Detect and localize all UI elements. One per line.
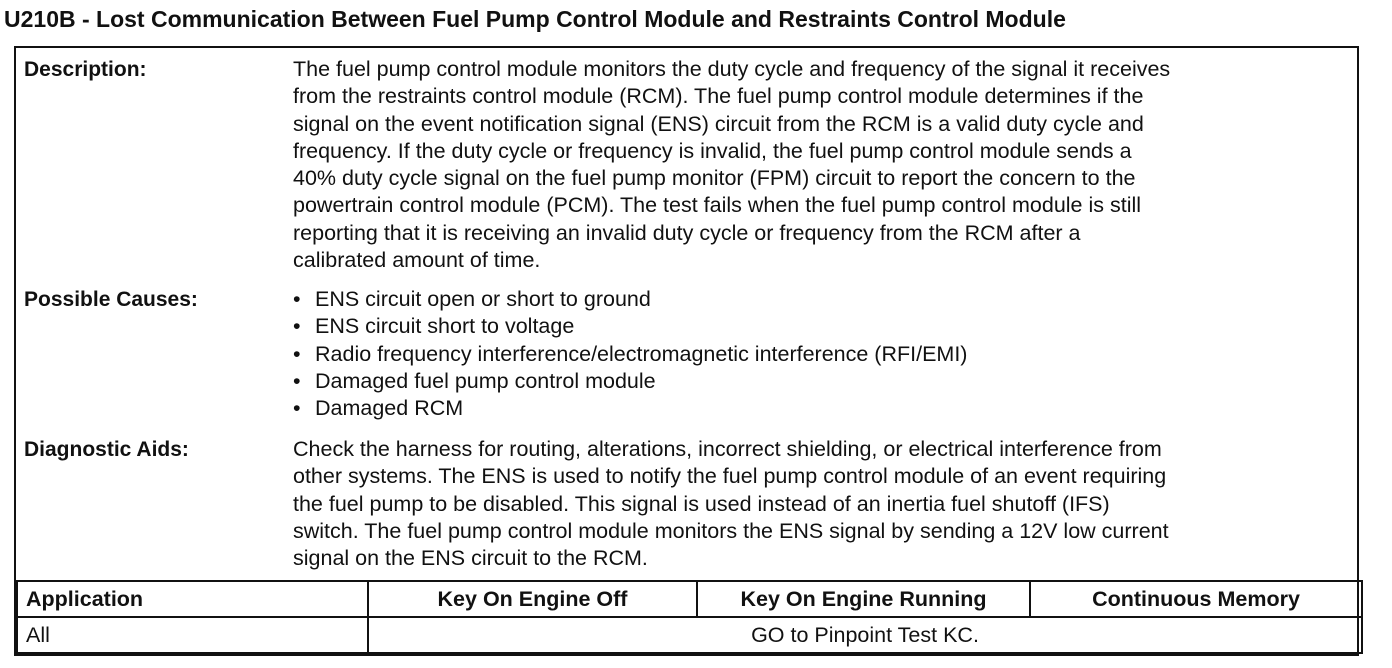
diagnostic-aids-label: Diagnostic Aids:: [24, 438, 189, 461]
header-application: Application: [17, 581, 368, 617]
diagnostic-aids-line: the fuel pump to be disabled. This signal is used instead of an inertia fuel shutoff (IFS): [293, 491, 1110, 516]
application-table: [16, 580, 1363, 654]
list-item: • ENS circuit short to voltage: [293, 313, 1353, 340]
description-line: frequency. If the duty cycle or frequency is invalid, the fuel pump control module sends a: [293, 138, 1132, 163]
description-text: [293, 56, 1353, 274]
header-koeo: Key On Engine Off: [368, 581, 697, 617]
description-line: 40% duty cycle signal on the fuel pump monitor (FPM) circuit to report the concern to the: [293, 166, 1136, 191]
diagnostic-aids-text: [293, 436, 1353, 572]
description-line: powertrain control module (PCM). The test fails when the fuel pump control module is still: [293, 193, 1142, 218]
diagnostic-aids-line: signal on the ENS circuit to the RCM.: [293, 546, 648, 571]
list-item: • Radio frequency interference/electromagnetic interference (RFI/EMI): [293, 341, 1353, 368]
description-line: The fuel pump control module monitors the duty cycle and frequency of the signal it receives: [293, 57, 1171, 81]
description-line: from the restraints control module (RCM). The fuel pump control module determines if the: [293, 84, 1144, 109]
page-title: U210B - Lost Communication Between Fuel Pump Control Module and Restraints Control Module: [4, 6, 1066, 32]
diagnostic-aids-line: other systems. The ENS is used to notify the fuel pump control module of an event requiring: [293, 464, 1167, 489]
description-line: signal on the event notification signal (ENS) circuit from the RCM is a valid duty cycle and: [293, 111, 1144, 136]
list-item: • Damaged fuel pump control module: [293, 368, 1353, 395]
description-label: Description:: [24, 58, 147, 81]
pinpoint-test-action: GO to Pinpoint Test KC.: [368, 617, 1362, 653]
description-line: calibrated amount of time.: [293, 248, 541, 273]
diagnostic-aids-line: switch. The fuel pump control module monitors the ENS signal by sending a 12V low current: [293, 518, 1169, 543]
header-continuous-memory: Continuous Memory: [1030, 581, 1362, 617]
application-value: All: [17, 617, 368, 653]
table-header-row: [17, 581, 1362, 617]
dtc-info-table: [14, 46, 1359, 656]
possible-causes-label: Possible Causes:: [24, 288, 198, 311]
possible-causes-list: [293, 286, 1353, 422]
header-koer: Key On Engine Running: [697, 581, 1030, 617]
list-item: • ENS circuit open or short to ground: [293, 286, 1353, 313]
diagnostic-aids-line: Check the harness for routing, alterations, incorrect shielding, or electrical interference from: [293, 437, 1162, 461]
list-item: • Damaged RCM: [293, 395, 1353, 422]
description-line: reporting that it is receiving an invalid duty cycle or frequency from the RCM after a: [293, 220, 1081, 245]
table-row: [17, 617, 1362, 653]
